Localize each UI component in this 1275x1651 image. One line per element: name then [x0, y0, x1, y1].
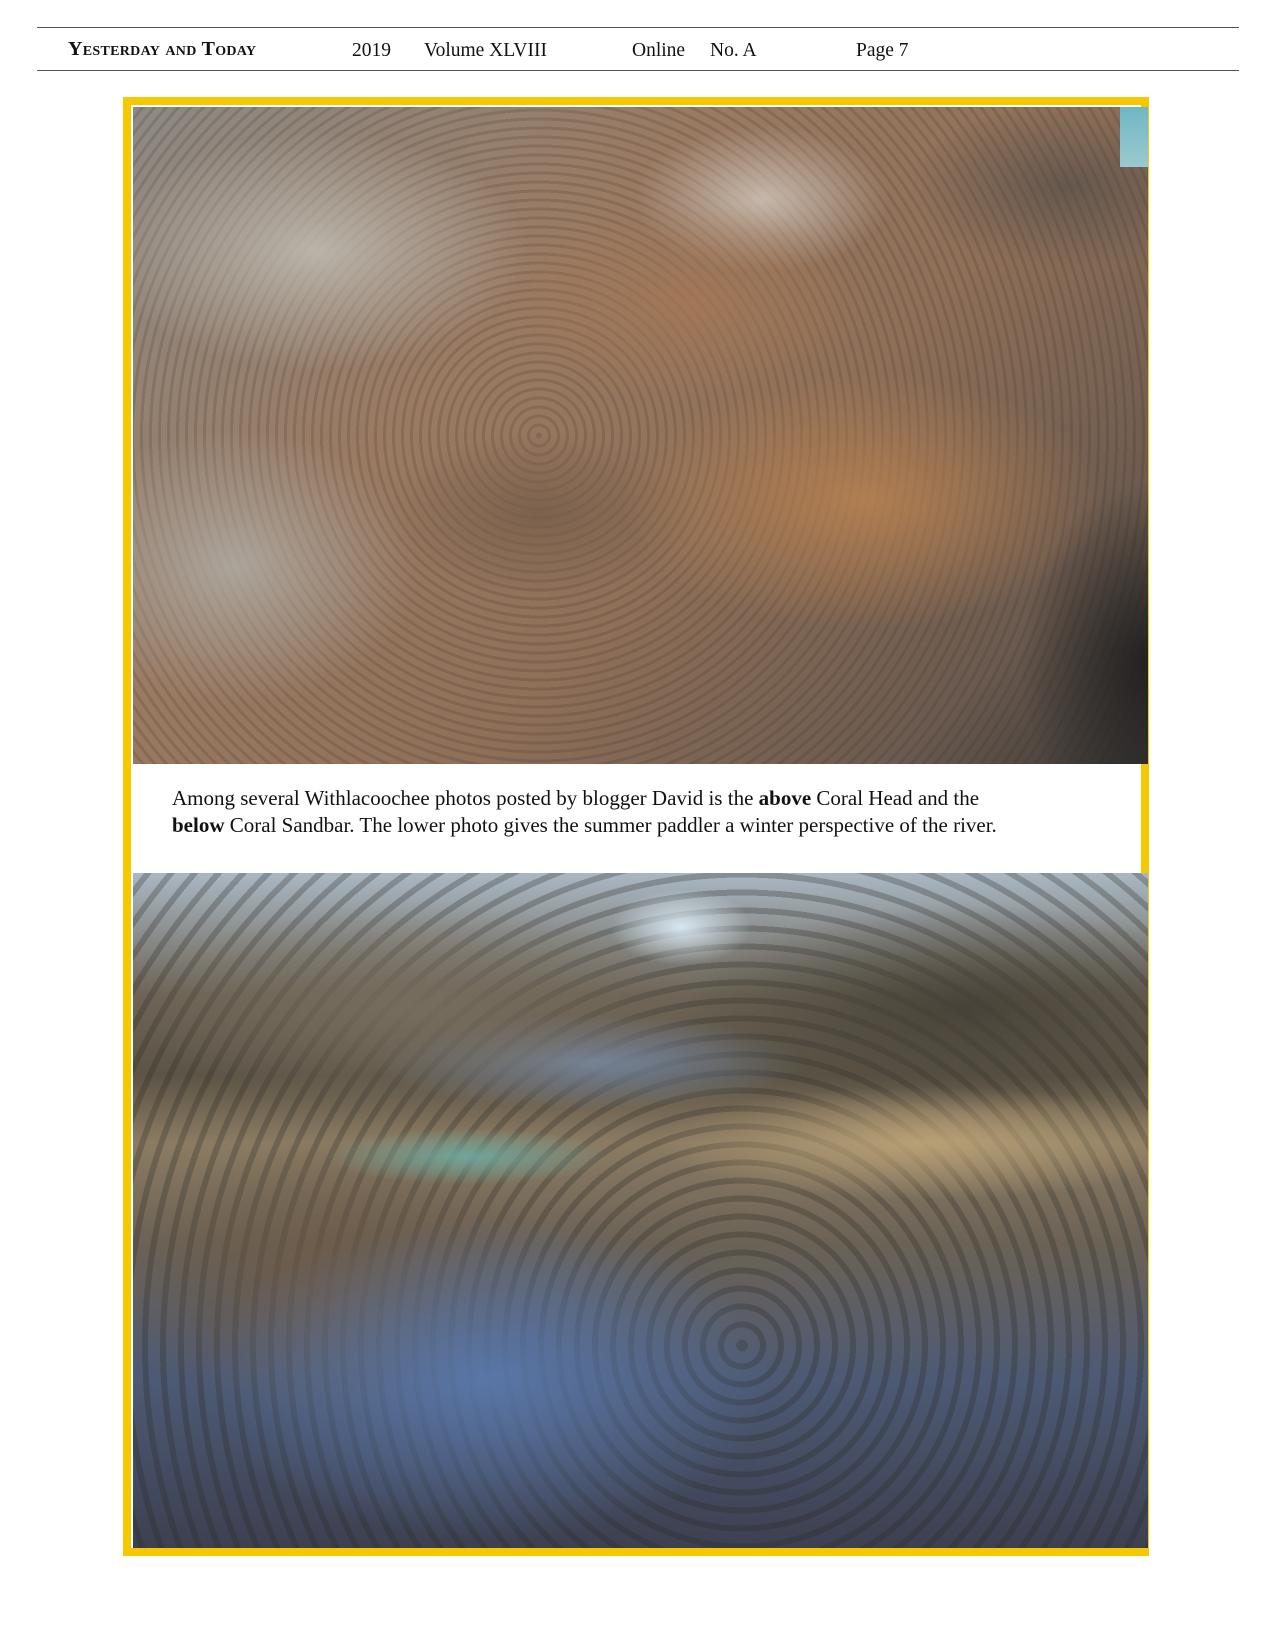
caption-text-3: Coral Sandbar. The lower photo gives the summer paddler a winter perspective of the river.	[224, 813, 997, 837]
header-bottom-rule	[37, 70, 1239, 71]
photo-caption	[172, 785, 1122, 839]
page-number: Page 7	[856, 40, 909, 61]
issue-volume: Volume XLVIII	[424, 40, 547, 61]
publication-title: Yesterday and Today	[68, 38, 257, 60]
caption-text-1: Among several Withlacoochee photos posted by blogger David is the	[172, 786, 759, 810]
issue-number: No. A	[710, 40, 757, 61]
coral-sandbar-photo	[133, 873, 1148, 1548]
photo-sky-corner	[1120, 107, 1148, 167]
caption-bold-below: below	[172, 813, 225, 837]
caption-bold-above: above	[758, 786, 812, 810]
caption-text-2: Coral Head and the	[811, 786, 980, 810]
issue-edition: Online	[632, 40, 686, 61]
masthead	[0, 38, 1275, 68]
issue-year: 2019	[352, 40, 391, 61]
coral-head-photo	[133, 107, 1148, 764]
header-top-rule	[37, 27, 1239, 28]
